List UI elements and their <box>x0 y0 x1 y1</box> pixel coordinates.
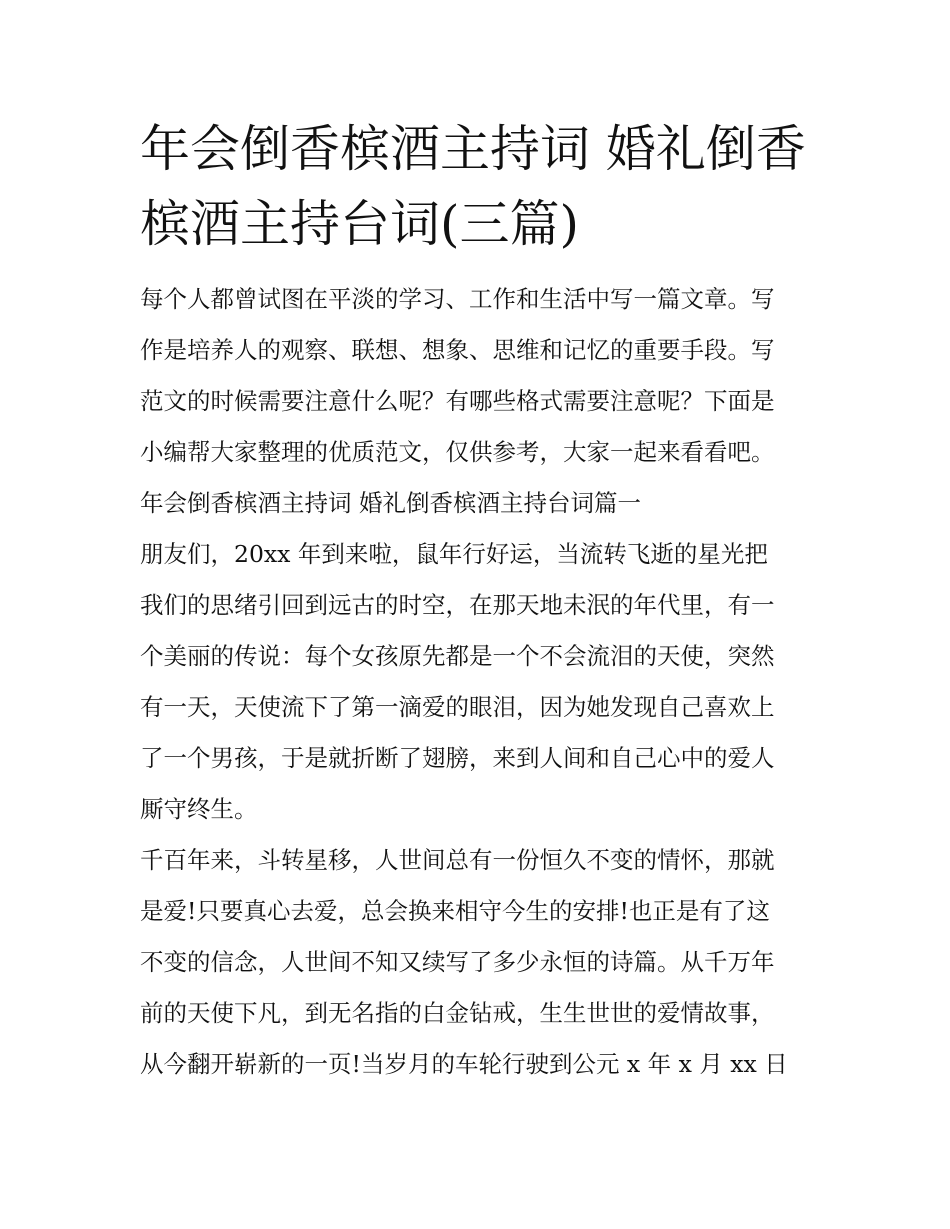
paragraph-line: 有一天，天使流下了第一滴爱的眼泪，因为她发现自己喜欢上 <box>140 693 775 721</box>
paragraph-line: 不变的信念，人世间不知又续写了多少永恒的诗篇。从千万年 <box>140 948 775 976</box>
section-heading: 年会倒香槟酒主持词 婚礼倒香槟酒主持台词篇一 <box>140 489 641 517</box>
paragraph-line: 厮守终生。 <box>140 795 258 823</box>
document-title <box>140 112 812 262</box>
intro-paragraph-line: 范文的时候需要注意什么呢？有哪些格式需要注意呢？下面是 <box>140 387 775 415</box>
paragraph-line: 千百年来，斗转星移，人世间总有一份恒久不变的情怀，那就 <box>140 846 775 874</box>
paragraph-line: 前的天使下凡，到无名指的白金钻戒，生生世世的爱情故事， <box>140 999 775 1027</box>
paragraph-line: 是爱!只要真心去爱，总会换来相守今生的安排!也正是有了这 <box>140 897 770 925</box>
paragraph-line: 从今翻开崭新的一页!当岁月的车轮行驶到公元 x 年 x 月 xx 日 <box>140 1050 788 1078</box>
intro-paragraph-line: 小编帮大家整理的优质范文，仅供参考，大家一起来看看吧。 <box>140 438 775 466</box>
intro-paragraph-line: 作是培养人的观察、联想、想象、思维和记忆的重要手段。写 <box>140 336 775 364</box>
paragraph-line: 我们的思绪引回到远古的时空，在那天地未泯的年代里，有一 <box>140 591 775 619</box>
document-body <box>140 274 812 1090</box>
paragraph-line: 朋友们，20xx 年到来啦，鼠年行好运，当流转飞逝的星光把 <box>140 540 768 568</box>
paragraph-line: 个美丽的传说：每个女孩原先都是一个不会流泪的天使，突然 <box>140 642 775 670</box>
title-line: 槟酒主持台词(三篇) <box>140 195 580 253</box>
intro-paragraph-line: 每个人都曾试图在平淡的学习、工作和生活中写一篇文章。写 <box>140 285 775 313</box>
document-content <box>140 112 812 1090</box>
title-line: 年会倒香槟酒主持词 婚礼倒香 <box>140 120 806 178</box>
paragraph-line: 了一个男孩，于是就折断了翅膀，来到人间和自己心中的爱人 <box>140 744 775 772</box>
